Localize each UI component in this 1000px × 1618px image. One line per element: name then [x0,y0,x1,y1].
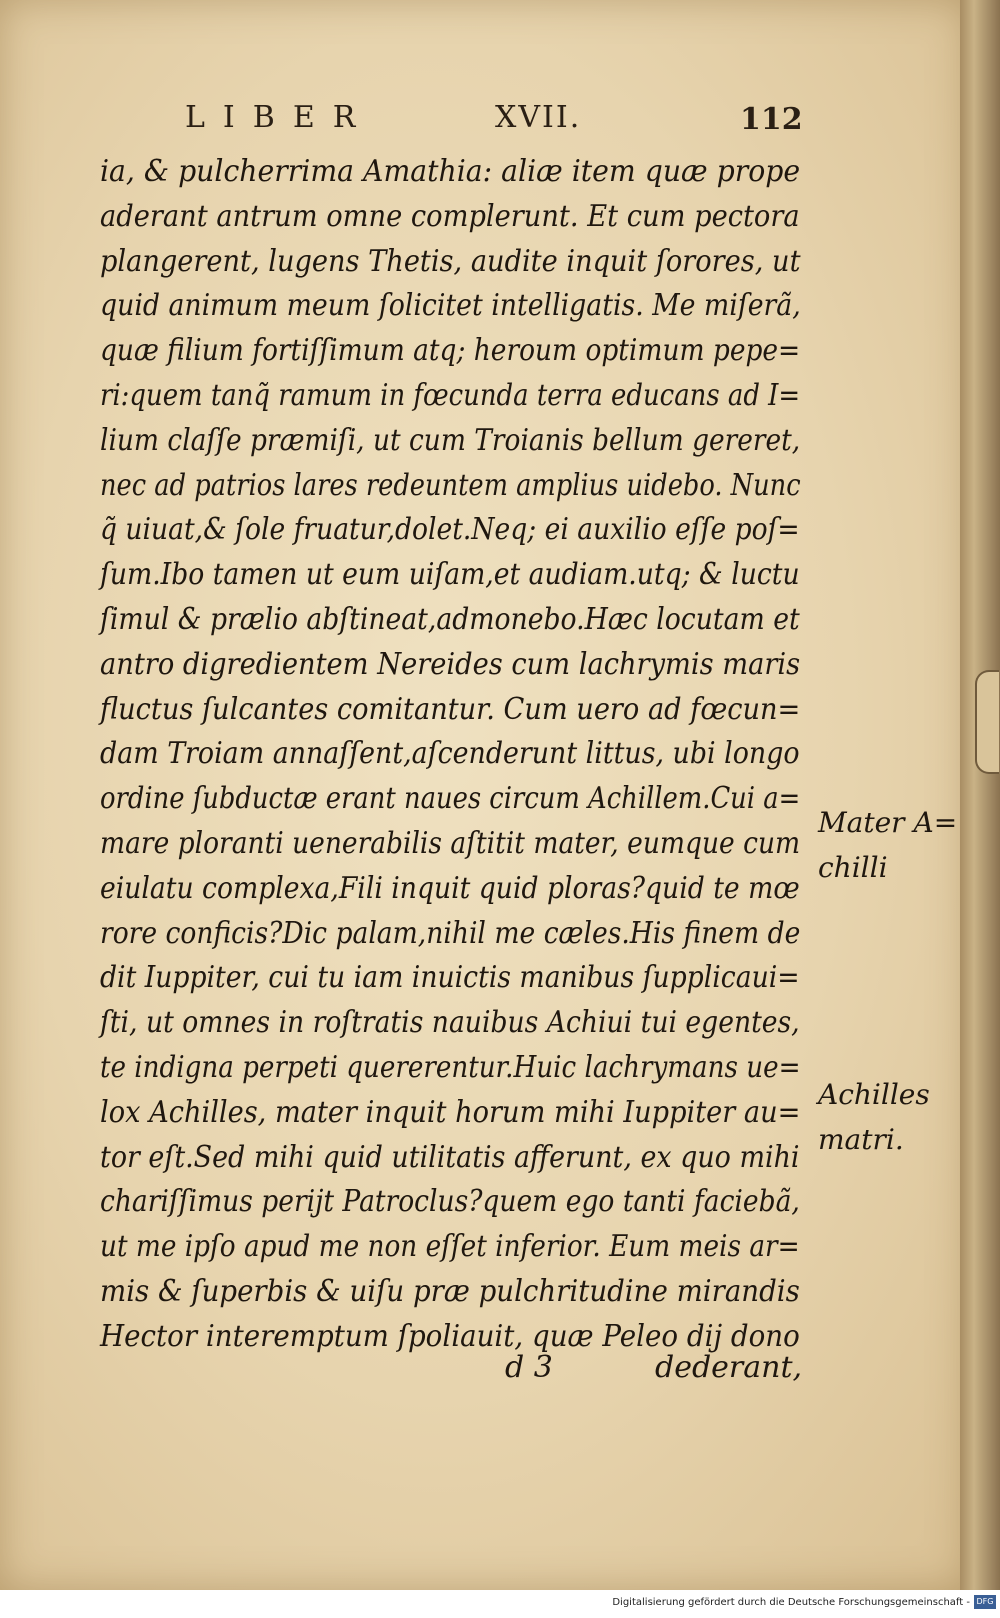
text-line: mare ploranti uenerabilis aſtitit mater, eumque cum [100,825,801,861]
text-line: lium claſſe præmiſi, ut cum Troianis bellum gereret, [100,422,801,458]
funding-credit: Digitalisierung gefördert durch die Deutsche Forschungsgemeinschaft - [612,1597,970,1608]
marginal-note-line: Mater A= [818,806,958,839]
text-line: plangerent, lugens Thetis, audite inquit ſorores, ut [100,243,801,279]
text-line: dam Troiam annaſſent,aſcenderunt littus, ubi longo [100,736,800,772]
running-head-title: LIBER [185,100,374,135]
text-line: aderant antrum omne complerunt. Et cum pectora [100,198,800,234]
text-line: ut me ipſo apud me non eſſet inferior. Eum meis ar= [100,1229,800,1265]
text-line: ſum.Ibo tamen ut eum uiſam,et audiam.utq; & luctu [100,557,800,593]
text-line: q̃ uiuat,& ſole fruatur,dolet.Neq; ei auxilio eſſe poſ= [100,512,800,548]
catchword: dederant, [655,1350,803,1385]
page-number: 112 [740,102,803,137]
text-line: rore conficis?Dic palam,nihil me cæles.His finem de [100,915,801,951]
text-line: antro digredientem Nereides cum lachrymis maris [100,646,801,682]
running-head-book: XVII. [495,100,582,135]
dfg-logo: DFG [974,1595,996,1609]
text-line: mis & ſuperbis & uiſu præ pulchritudine mirandis [100,1273,800,1309]
text-line: quæ filium fortiſſimum atq; heroum optimum pepe= [100,333,801,369]
text-line: Hector interemptum ſpoliauit, quæ Peleo dij dono [100,1318,800,1354]
marginal-note-line: matri. [818,1122,904,1156]
binding-tab [975,670,999,774]
running-head [185,100,815,140]
marginal-note-line: Achilles [818,1078,930,1111]
text-line: ſimul & prælio abſtineat,admonebo.Hæc locutam et [100,601,800,637]
page-edge [960,0,1000,1590]
signature-mark: d 3 [505,1350,553,1385]
text-line: ri:quem tanq̃ ramum in fœcunda terra educans ad I= [100,377,801,413]
text-line: nec ad patrios lares redeuntem amplius uidebo. Nunc [100,467,801,503]
marginal-note-mater-achilli [818,800,957,890]
text-line: chariſſimus periјt Patroclus?quem ego tanti faciebã, [100,1184,800,1220]
text-line: tor eſt.Sed mihi quid utilitatis afferunt, ex quo mihi [100,1139,800,1175]
text-line: eiulatu complexa,Fili inquit quid ploras?quid te mœ [100,870,800,906]
text-line: fluctus ſulcantes comitantur. Cum uero ad fœcun= [100,691,801,727]
marginal-note-achilles-matri [818,1072,930,1162]
marginal-note-line: chilli [818,850,888,884]
text-line: te indigna perpeti quererentur.Huic lachrymans ue= [100,1049,801,1085]
text-line: ſti, ut omnes in roſtratis nauibus Achiui tui egentes, [100,1005,800,1041]
body-text [100,150,800,1360]
text-line: dit Iuppiter, cui tu iam inuictis manibus ſupplicaui= [100,960,800,996]
text-line: ia, & pulcherrima Amathia: aliæ item quæ prope [100,154,801,189]
text-line: quid animum meum ſolicitet intelligatis. Me miſerã, [100,288,801,324]
text-line: lox Achilles, mater inquit horum mihi Iuppiter au= [100,1094,801,1130]
text-line: ordine ſubductæ erant naues circum Achillem.Cui a= [100,781,801,817]
catchline [100,1350,803,1394]
